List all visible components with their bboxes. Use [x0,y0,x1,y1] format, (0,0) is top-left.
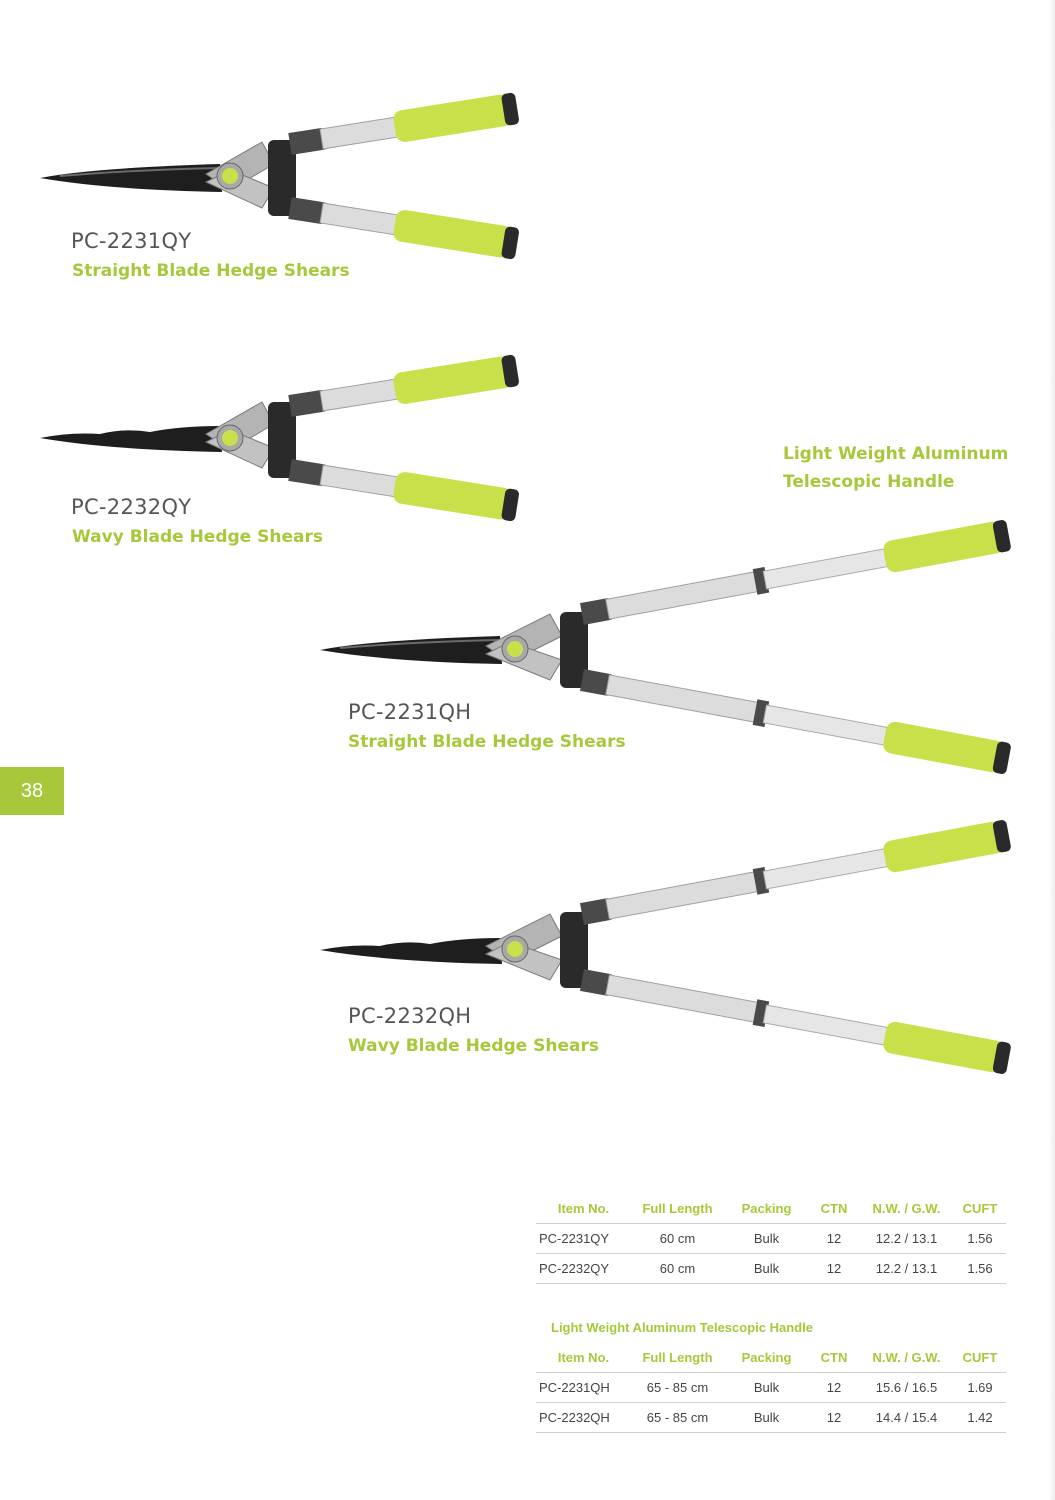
product-name: Wavy Blade Hedge Shears [348,1036,599,1056]
product-name: Wavy Blade Hedge Shears [72,527,323,547]
product-name: Straight Blade Hedge Shears [348,732,626,752]
table-header-row [536,1342,1006,1373]
page-number-tab: 38 [0,767,64,815]
table-cell: 14.4 / 15.4 [859,1403,954,1433]
product-code: PC-2231QH [348,700,472,724]
table-cell: 12 [809,1373,859,1403]
table-row [536,1224,1006,1254]
column-header: Full Length [631,1193,724,1224]
table-cell: 1.42 [954,1403,1006,1433]
callout-line-2: Telescopic Handle [783,472,955,492]
table-cell: PC-2232QH [536,1403,631,1433]
spec-table-standard [536,1193,1006,1284]
column-header: CUFT [954,1342,1006,1373]
column-header: Item No. [536,1342,631,1373]
column-header: CTN [809,1342,859,1373]
column-header: CUFT [954,1193,1006,1224]
table-cell: 1.56 [954,1254,1006,1284]
table-cell: 60 cm [631,1224,724,1254]
column-header: Full Length [631,1342,724,1373]
product-name: Straight Blade Hedge Shears [72,261,350,281]
table-cell: 15.6 / 16.5 [859,1373,954,1403]
table-cell: 1.56 [954,1224,1006,1254]
table-cell: 65 - 85 cm [631,1373,724,1403]
table-header-row [536,1193,1006,1224]
table-cell: Bulk [724,1403,809,1433]
column-header: Packing [724,1342,809,1373]
column-header: N.W. / G.W. [859,1342,954,1373]
table-cell: 12 [809,1254,859,1284]
page-edge-shadow [1049,0,1055,1500]
table-cell: 1.69 [954,1373,1006,1403]
column-header: Item No. [536,1193,631,1224]
column-header: Packing [724,1193,809,1224]
callout-line-1: Light Weight Aluminum [783,444,1009,464]
table-cell: Bulk [724,1254,809,1284]
table-cell: 12.2 / 13.1 [859,1224,954,1254]
feature-callout [783,440,1008,496]
table-title: Light Weight Aluminum Telescopic Handle [551,1320,813,1335]
product-code: PC-2232QY [71,495,192,519]
table-cell: PC-2232QY [536,1254,631,1284]
table-cell: 12.2 / 13.1 [859,1254,954,1284]
table-row [536,1254,1006,1284]
table-cell: 12 [809,1403,859,1433]
spec-table-telescopic [536,1342,1006,1433]
table-cell: PC-2231QY [536,1224,631,1254]
table-cell: Bulk [724,1373,809,1403]
table-row [536,1373,1006,1403]
product-code: PC-2231QY [71,229,192,253]
table-cell: PC-2231QH [536,1373,631,1403]
table-cell: 60 cm [631,1254,724,1284]
column-header: N.W. / G.W. [859,1193,954,1224]
table-cell: Bulk [724,1224,809,1254]
product-code: PC-2232QH [348,1004,472,1028]
table-cell: 12 [809,1224,859,1254]
column-header: CTN [809,1193,859,1224]
table-row [536,1403,1006,1433]
table-cell: 65 - 85 cm [631,1403,724,1433]
